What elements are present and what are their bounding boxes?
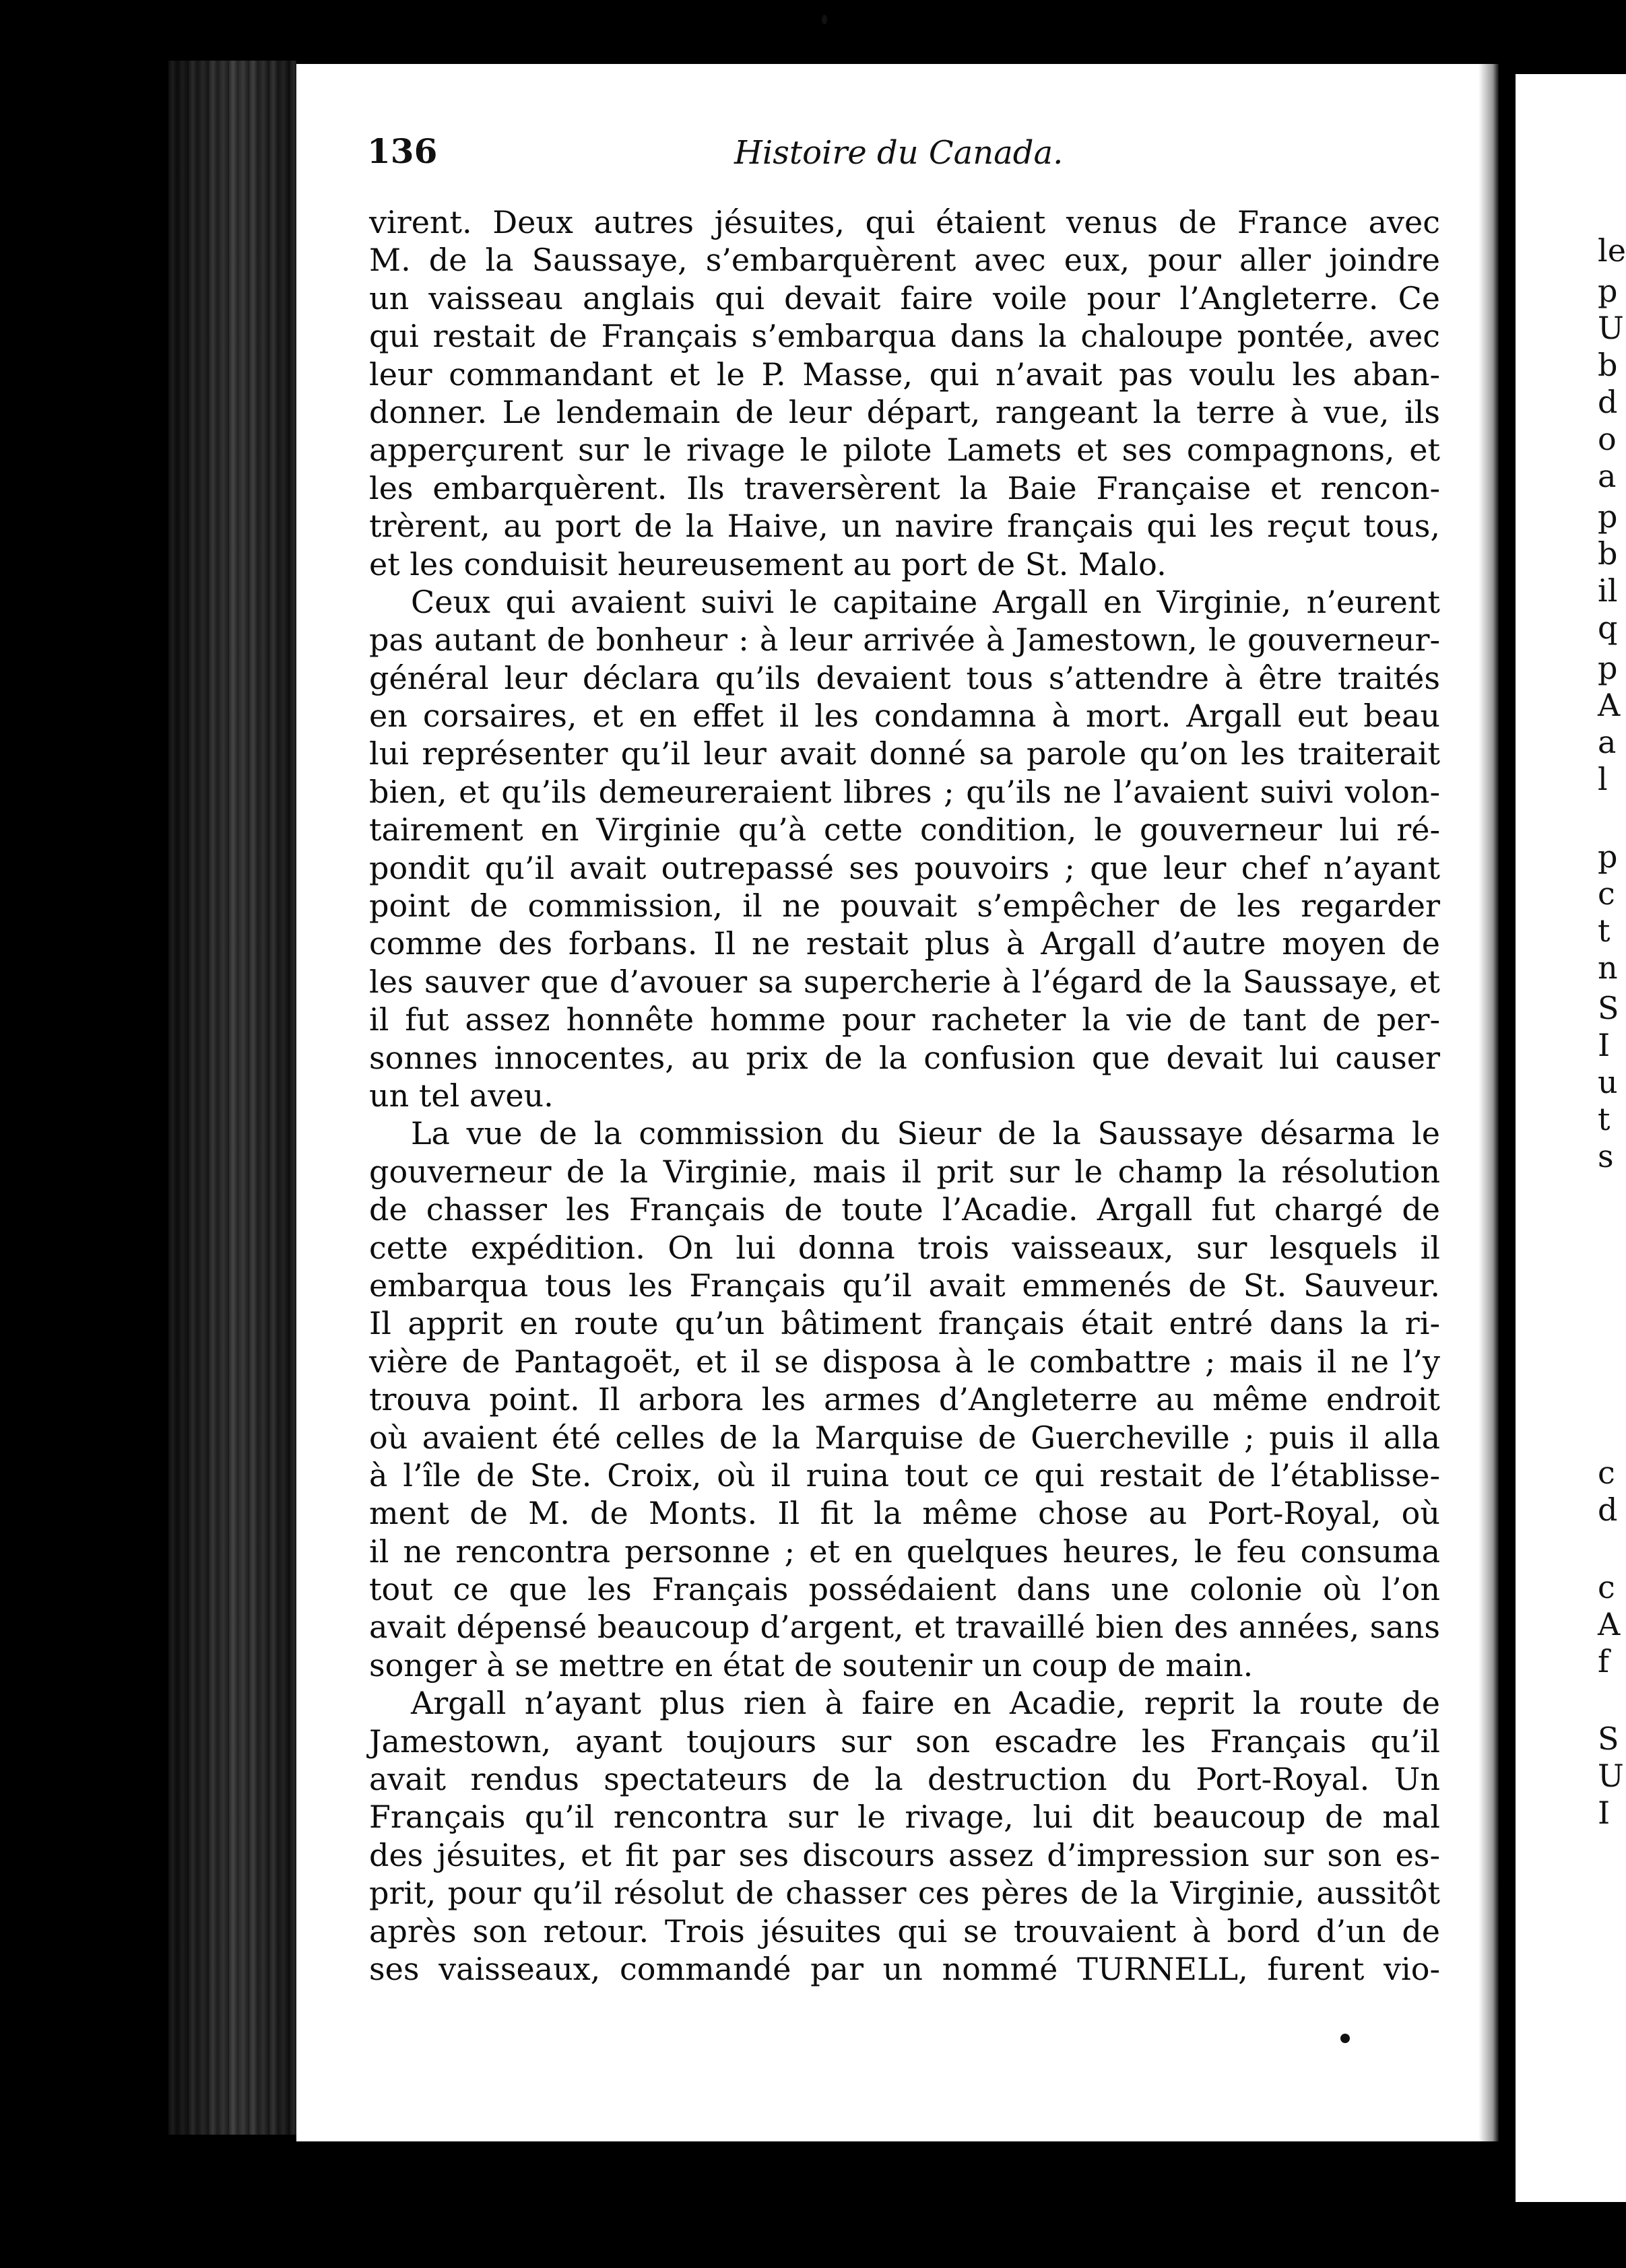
facing-fragment: u (1598, 1064, 1618, 1100)
text-line: ment de M. de Monts. Il fit la même chose au Port-Royal, où (369, 1495, 1440, 1532)
page-header (367, 131, 1438, 178)
facing-fragment: il (1598, 572, 1618, 609)
paragraph (369, 1684, 1440, 1988)
body-text (369, 203, 1440, 1988)
text-line: prit, pour qu’il résolut de chasser ces pères de la Virginie, aussitôt (369, 1875, 1440, 1912)
text-line: à l’île de Ste. Croix, où il ruina tout ce qui restait de l’établisse- (369, 1457, 1440, 1494)
text-line: ses vaisseaux, commandé par un nommé TURNELL, furent vio- (369, 1950, 1440, 1987)
text-line: pas autant de bonheur : à leur arrivée à Jamestown, le gouverneur- (369, 622, 1440, 659)
text-line: songer à se mettre en état de soutenir un coup de main. (369, 1646, 1254, 1683)
facing-fragment: c (1598, 875, 1615, 912)
text-line: lui représenter qu’il leur avait donné sa parole qu’on les traiterait (369, 735, 1440, 772)
text-line: tairement en Virginie qu’à cette condition, le gouverneur lui ré- (369, 811, 1440, 848)
text-line: les sauver que d’avouer sa supercherie à l’égard de la Saussaye, et (369, 963, 1440, 1000)
facing-page-text-fragments (1598, 0, 1626, 2268)
facing-fragment: a (1598, 458, 1617, 494)
text-line: les embarquèrent. Ils traversèrent la Baie Française et rencon- (369, 469, 1440, 506)
text-line: pondit qu’il avait outrepassé ses pouvoirs ; que leur chef n’ayant (369, 849, 1440, 886)
text-line: virent. Deux autres jésuites, qui étaient venus de France avec (369, 204, 1440, 240)
text-line: il ne rencontra personne ; et en quelques heures, le feu consuma (369, 1533, 1440, 1570)
facing-fragment: p (1598, 650, 1618, 686)
text-line: après son retour. Trois jésuites qui se trouvaient à bord d’un de (369, 1912, 1440, 1949)
text-line: Argall n’ayant plus rien à faire en Acadie, reprit la route de (411, 1685, 1440, 1722)
facing-fragment: U (1598, 310, 1624, 346)
text-line: Il apprit en route qu’un bâtiment français était entré dans la ri- (369, 1305, 1440, 1342)
facing-fragment: t (1598, 1101, 1611, 1137)
facing-fragment: I (1598, 1795, 1611, 1831)
text-line: général leur déclara qu’ils devaient tous s’attendre à être traités (369, 659, 1440, 696)
text-line: en corsaires, et en effet il les condamna à mort. Argall eut beau (369, 698, 1440, 735)
text-line: de chasser les Français de toute l’Acadie. Argall fut chargé de (369, 1191, 1440, 1228)
facing-fragment: S (1598, 990, 1619, 1026)
facing-fragment: f (1598, 1643, 1610, 1679)
text-line: avait dépensé beaucoup d’argent, et travaillé bien des années, sans (369, 1609, 1440, 1646)
paragraph (369, 203, 1440, 583)
text-line: et les conduisit heureusement au port de St. Malo. (369, 545, 1167, 582)
facing-fragment: b (1598, 347, 1618, 383)
facing-fragment: d (1598, 384, 1618, 420)
text-line: point de commission, il ne pouvait s’empêcher de les regarder (369, 888, 1440, 925)
text-line: avait rendus spectateurs de la destruction du Port-Royal. Un (369, 1761, 1440, 1798)
text-line: un vaisseau anglais qui devait faire voile pour l’Angleterre. Ce (369, 279, 1440, 316)
text-line: gouverneur de la Virginie, mais il prit sur le champ la résolution (369, 1153, 1440, 1190)
text-line: donner. Le lendemain de leur départ, rangeant la terre à vue, ils (369, 393, 1440, 430)
facing-fragment: S (1598, 1721, 1619, 1757)
text-line: trouva point. Il arbora les armes d’Angleterre au même endroit (369, 1381, 1440, 1418)
text-line: leur commandant et le P. Masse, qui n’avait pas voulu les aban- (369, 356, 1440, 393)
text-line: apperçurent sur le rivage le pilote Lamets et ses compagnons, et (369, 432, 1440, 469)
facing-fragment: c (1598, 1569, 1615, 1605)
facing-fragment: U (1598, 1758, 1624, 1794)
running-title: Histoire du Canada. (734, 134, 1064, 172)
text-line: où avaient été celles de la Marquise de Guercheville ; puis il alla (369, 1419, 1440, 1456)
text-line: il fut assez honnête homme pour racheter la vie de tant de per- (369, 1001, 1440, 1038)
text-line: vière de Pantagoët, et il se disposa à le combattre ; mais il ne l’y (369, 1343, 1440, 1380)
text-line: des jésuites, et fit par ses discours assez d’impression sur son es- (369, 1836, 1440, 1873)
text-line: bien, et qu’ils demeureraient libres ; qu’ils ne l’avaient suivi volon- (369, 773, 1440, 810)
text-line: La vue de la commission du Sieur de la Saussaye désarma le (411, 1115, 1440, 1152)
facing-fragment: p (1598, 273, 1618, 309)
text-line: embarqua tous les Français qu’il avait emmenés de St. Sauveur. (369, 1267, 1440, 1304)
text-line: Jamestown, ayant toujours sur son escadre les Français qu’il (369, 1723, 1440, 1760)
page-number: 136 (367, 131, 438, 171)
text-line: sonnes innocentes, au prix de la confusion que devait lui causer (369, 1039, 1440, 1076)
facing-fragment: I (1598, 1027, 1611, 1063)
facing-fragment: n (1598, 949, 1618, 986)
spine-shadow (168, 61, 296, 2135)
facing-fragment: p (1598, 498, 1618, 535)
facing-fragment: q (1598, 609, 1618, 646)
facing-fragment: A (1598, 687, 1621, 723)
facing-fragment: p (1598, 838, 1618, 875)
text-line: tout ce que les Français possédaient dans une colonie où l’on (369, 1571, 1440, 1608)
facing-fragment: c (1598, 1455, 1615, 1491)
paragraph (369, 583, 1440, 1114)
paragraph (369, 1114, 1440, 1684)
text-line: trèrent, au port de la Haive, un navire français qui les reçut tous, (369, 508, 1440, 545)
scan-speck (1340, 2034, 1350, 2043)
page-fold-shadow (1478, 64, 1499, 2141)
text-line: qui restait de Français s’embarqua dans la chaloupe pontée, avec (369, 318, 1440, 355)
text-line: Français qu’il rencontra sur le rivage, lui dit beaucoup de mal (369, 1799, 1440, 1836)
facing-fragment: le (1598, 232, 1626, 269)
facing-fragment: t (1598, 912, 1611, 949)
facing-fragment: l (1598, 761, 1608, 797)
text-line: M. de la Saussaye, s’embarquèrent avec eux, pour aller joindre (369, 242, 1440, 279)
text-line: Ceux qui avaient suivi le capitaine Argall en Virginie, n’eurent (411, 583, 1440, 620)
facing-fragment: s (1598, 1138, 1614, 1174)
scan-speck (822, 15, 827, 24)
text-line: comme des forbans. Il ne restait plus à Argall d’autre moyen de (369, 925, 1440, 962)
facing-fragment: d (1598, 1492, 1618, 1528)
facing-fragment: A (1598, 1606, 1621, 1642)
facing-fragment: o (1598, 421, 1617, 457)
text-line: cette expédition. On lui donna trois vaisseaux, sur lesquels il (369, 1229, 1440, 1266)
text-line: un tel aveu. (369, 1077, 554, 1114)
facing-fragment: a (1598, 724, 1617, 760)
facing-fragment: b (1598, 535, 1618, 572)
